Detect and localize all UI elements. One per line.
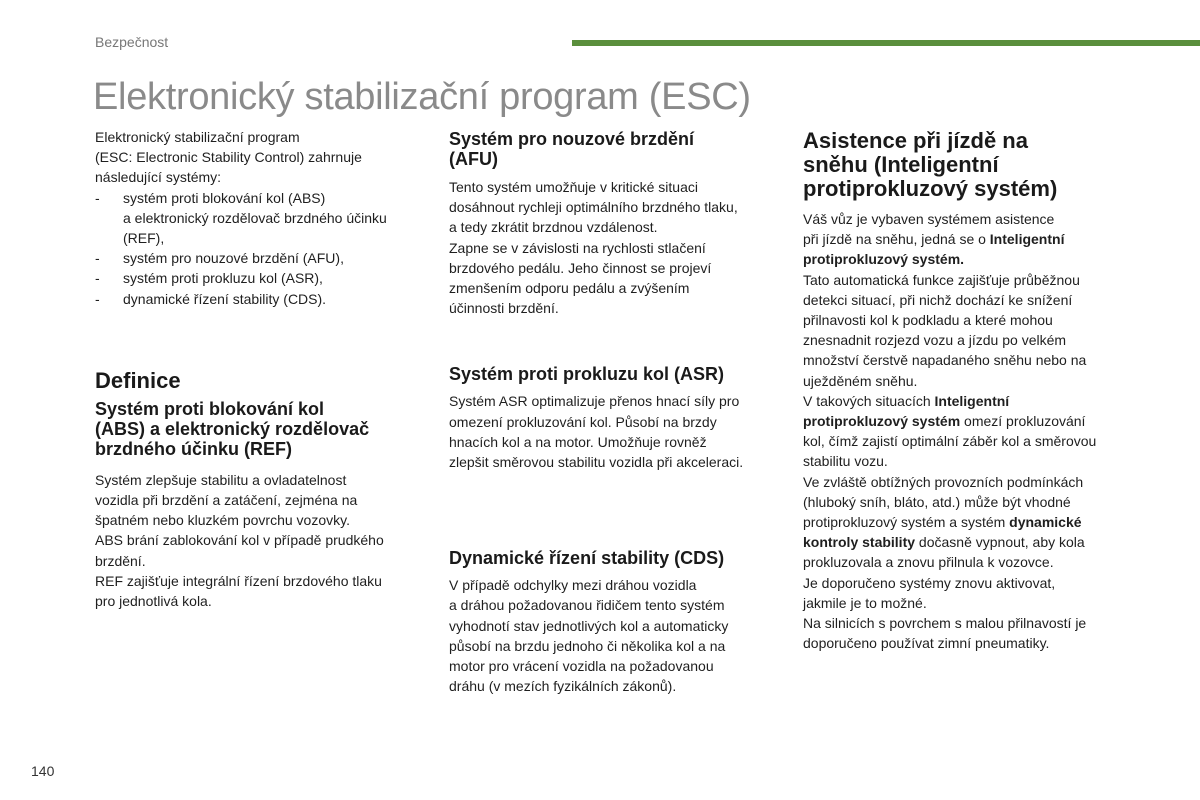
column-middle <box>449 127 784 696</box>
list-item: - systém pro nouzové brzdění (AFU), <box>95 248 425 268</box>
definice-heading: Definice <box>95 367 181 393</box>
cds-heading: Dynamické řízení stability (CDS) <box>449 548 725 569</box>
list-item: - systém proti prokluzu kol (ASR), <box>95 268 425 288</box>
asr-text: Systém ASR optimalizuje přenos hnací síly pro omezení prokluzování kol. Působí na brzdy hnacích kol a na motor. Umožňuje rovněž zlepšit směrovou stabilitu vozidla při akceleraci. <box>449 393 744 471</box>
abs-heading: Systém proti blokování kol (ABS) a elektronický rozdělovač brzdného účinku (REF) <box>95 398 370 459</box>
column-left <box>95 127 425 611</box>
snow-assist-heading: Asistence při jízdě na sněhu (Inteligentní protiprokluzový systém) <box>803 128 1058 201</box>
page-number: 140 <box>31 763 55 779</box>
afu-heading: Systém pro nouzové brzdění (AFU) <box>449 129 695 169</box>
section-accent-bar <box>572 40 1200 46</box>
abs-text: Systém zlepšuje stabilitu a ovladatelnost vozidla při brzdění a zatáčení, zejména na špatném nebo kluzkém povrchu vozovky. ABS brání zablokování kol v případě prudkého brzdění. REF zajišťuje integrální řízení brzdového tlaku pro jednotlivá kola. <box>95 471 384 610</box>
systems-list <box>95 188 425 309</box>
list-item: - dynamické řízení stability (CDS). <box>95 289 425 309</box>
intro-paragraph: Elektronický stabilizační program (ESC: Electronic Stability Control) zahrnuje následující systémy: <box>95 129 362 186</box>
section-label: Bezpečnost <box>95 34 169 50</box>
column-right <box>803 127 1138 653</box>
list-item: - systém proti blokování kol (ABS) a elektronický rozdělovač brzdného účinku (REF), <box>95 188 425 249</box>
afu-text: Tento systém umožňuje v kritické situaci dosáhnout rychleji optimálního brzdného tlaku, a tedy zkrátit brzdnou vzdálenost. Zapne se v závislosti na rychlosti stlačení brzdového pedálu. Jeho činnost se projeví zmenšením odporu pedálu a zvýšením účinnosti brzdění. <box>449 179 738 317</box>
asr-heading: Systém proti prokluzu kol (ASR) <box>449 364 725 385</box>
cds-text: V případě odchylky mezi dráhou vozidla a dráhou požadovanou řidičem tento systém vyhodnotí stav jednotlivých kol a automaticky působí na brzdu jednoho či několika kol a na motor pro vrácení vozidla na požadovanou dráhu (v mezích fyzikálních zákonů). <box>449 577 729 695</box>
page-title: Elektronický stabilizační program (ESC) <box>93 76 751 118</box>
snow-assist-text: Váš vůz je vybaven systémem asistence při jízdě na sněhu, jedná se o Inteligentní protiprokluzový systém. Tato automatická funkce zajišťuje průběžnou detekci situací, při nichž dochází ke snížení přilnavosti kol k podkladu a které mohou znesnadnit rozjezd vozu a jízdu po velkém množství čerstvě napadaného sněhu nebo na uježděném sněhu. V takových situacích Inteligentní protiprokluzový systém omezí prokluzování kol, čímž zajistí optimální záběr kol a směrovou stabilitu vozu. Ve zvláště obtížných provozních podmínkách (hluboký sníh, bláto, atd.) může být vhodné protiprokluzový systém a systém dynamické kontroly stability dočasně vypnout, aby kola prokluzovala a znovu přilnula k vozovce. Je doporučeno systémy znovu aktivovat, jakmile je to možné. Na silnicích s povrchem s malou přilnavostí je doporučeno používat zimní pneumatiky. <box>803 211 1097 652</box>
